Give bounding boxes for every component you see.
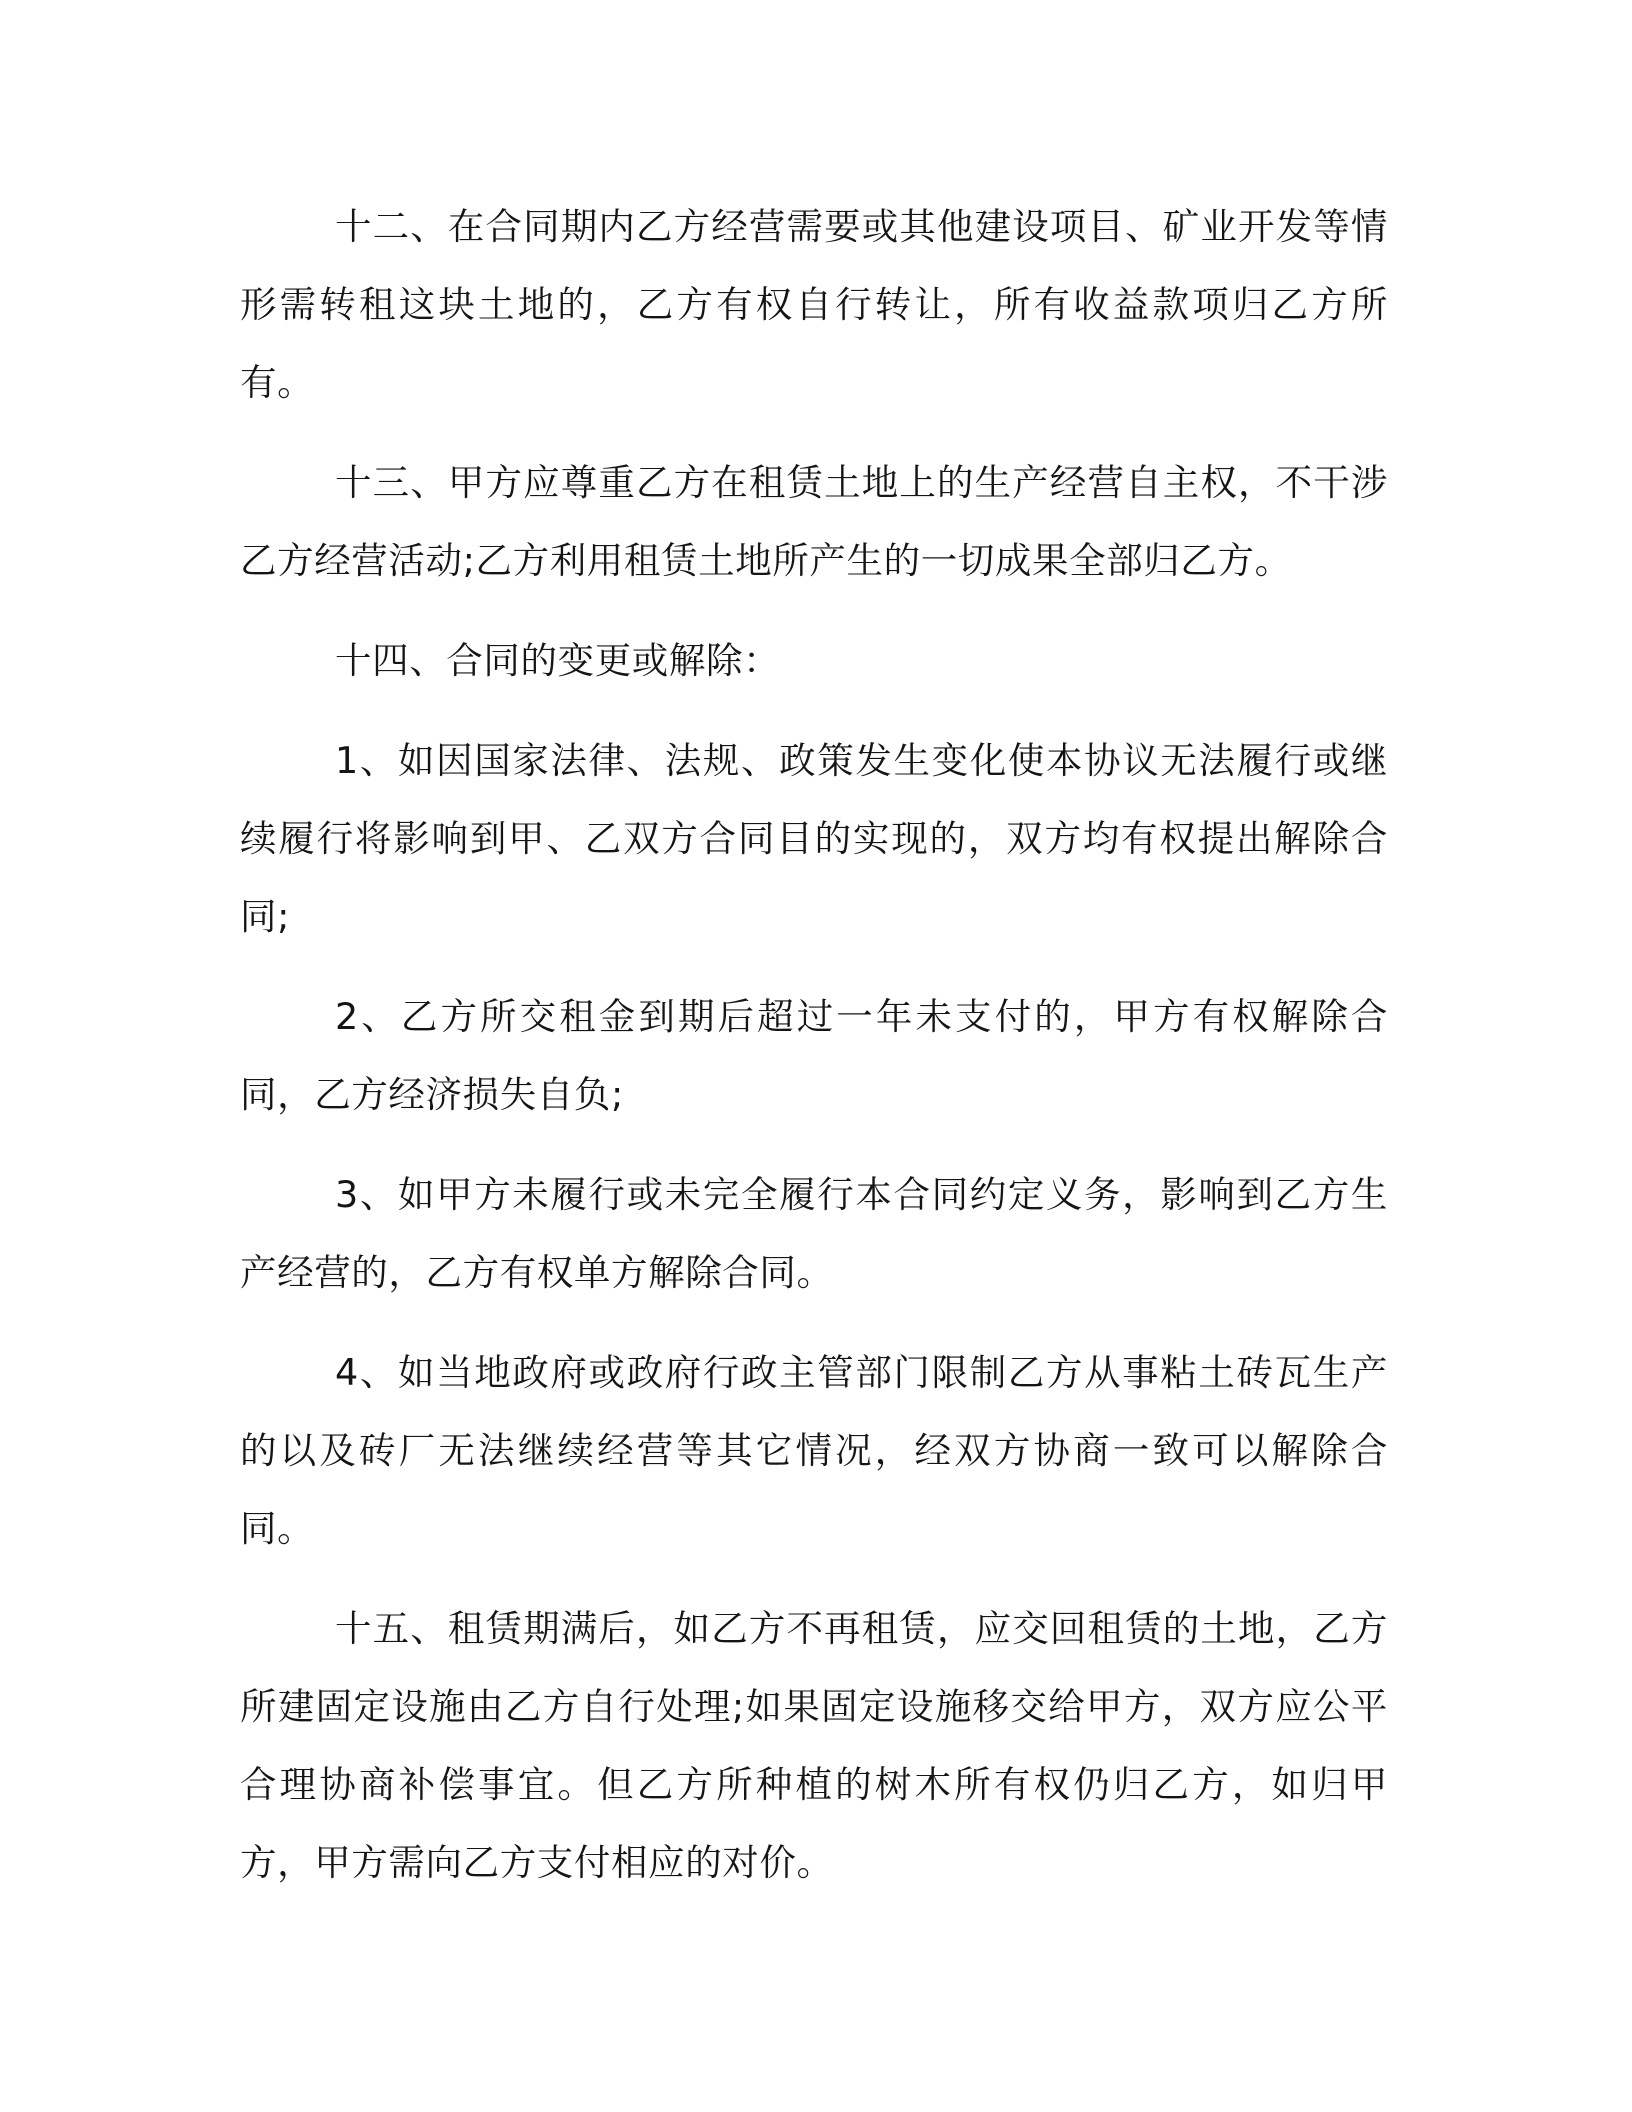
clause-15-paragraph: 十五、租赁期满后，如乙方不再租赁，应交回租赁的土地，乙方所建固定设施由乙方自行处理;如果固定设施移交给甲方，双方应公平合理协商补偿事宜。但乙方所种植的树木所有权仍归乙方，如归甲方，甲方需向乙方支付相应的对价。	[240, 1607, 1388, 1884]
clause-14-item-2: 2、乙方所交租金到期后超过一年未支付的，甲方有权解除合同，乙方经济损失自负;	[240, 995, 1388, 1116]
clause-12-paragraph: 十二、在合同期内乙方经营需要或其他建设项目、矿业开发等情形需转租这块土地的，乙方有权自行转让，所有收益款项归乙方所有。	[240, 205, 1388, 404]
clause-14-item-1: 1、如因国家法律、法规、政策发生变化使本协议无法履行或继续履行将影响到甲、乙双方合同目的实现的，双方均有权提出解除合同;	[240, 739, 1388, 938]
document-body	[240, 188, 1388, 1902]
clause-14-item-3: 3、如甲方未履行或未完全履行本合同约定义务，影响到乙方生产经营的，乙方有权单方解除合同。	[240, 1173, 1388, 1294]
clause-13-paragraph: 十三、甲方应尊重乙方在租赁土地上的生产经营自主权，不干涉乙方经营活动;乙方利用租赁土地所产生的一切成果全部归乙方。	[240, 461, 1388, 582]
clause-14-item-4: 4、如当地政府或政府行政主管部门限制乙方从事粘土砖瓦生产的以及砖厂无法继续经营等其它情况，经双方协商一致可以解除合同。	[240, 1351, 1388, 1550]
clause-14-heading: 十四、合同的变更或解除：	[335, 639, 781, 682]
